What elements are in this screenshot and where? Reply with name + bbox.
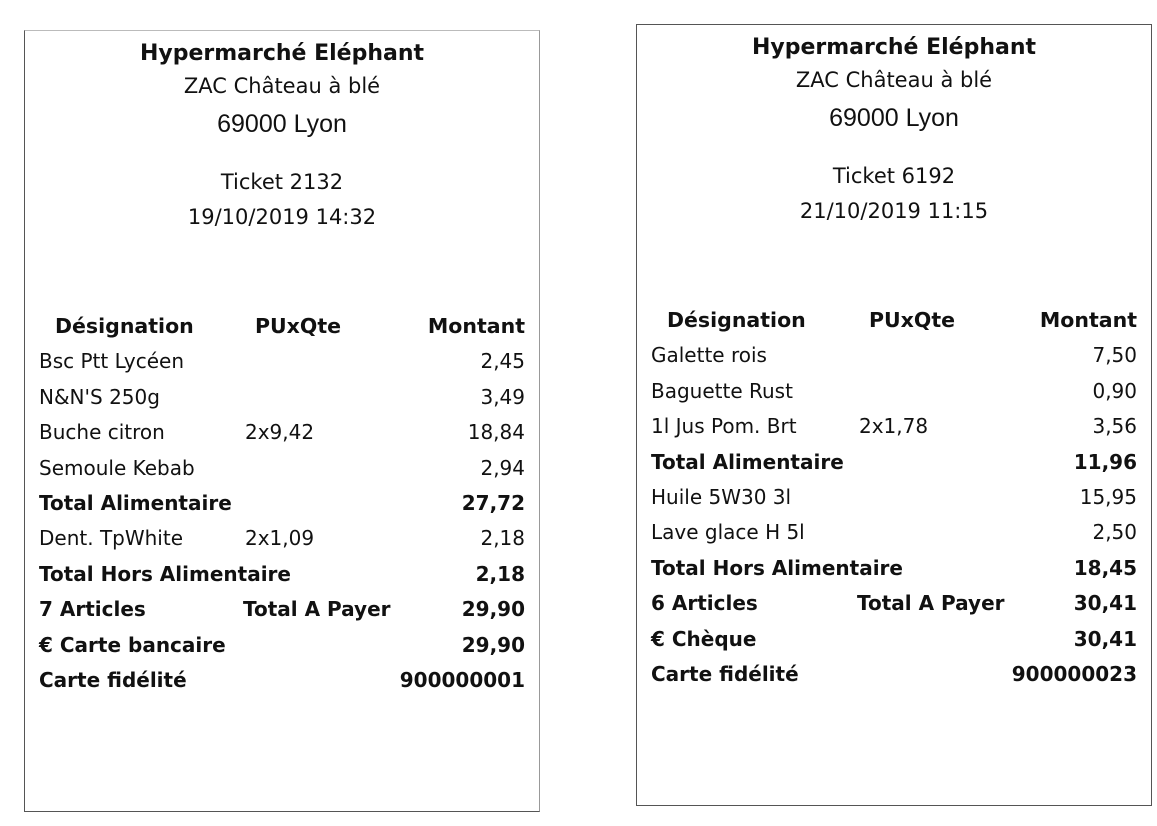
item-designation: Semoule Kebab bbox=[39, 455, 195, 480]
item-unit-qty: Total A Payer bbox=[857, 591, 1005, 616]
line-item-row bbox=[651, 480, 1137, 515]
item-amount: 900000001 bbox=[399, 667, 525, 692]
item-amount: 15,95 bbox=[1079, 484, 1137, 509]
item-amount: 2,45 bbox=[480, 349, 525, 374]
total-row bbox=[39, 592, 525, 627]
receipt-lines bbox=[651, 303, 1137, 692]
item-designation: € Carte bancaire bbox=[39, 632, 226, 657]
line-items bbox=[39, 344, 525, 698]
item-designation: Baguette Rust bbox=[651, 378, 793, 403]
item-designation: Buche citron bbox=[39, 420, 165, 445]
item-amount: 18,45 bbox=[1073, 555, 1137, 580]
item-designation: Lave glace H 5l bbox=[651, 520, 805, 545]
line-item-row bbox=[651, 409, 1137, 444]
item-unit-qty: 2x1,09 bbox=[245, 526, 315, 551]
item-amount: 29,90 bbox=[461, 632, 525, 657]
item-designation: Total Alimentaire bbox=[651, 449, 844, 474]
item-amount: 30,41 bbox=[1073, 626, 1137, 651]
line-item-row bbox=[39, 380, 525, 415]
total-row bbox=[651, 657, 1137, 692]
receipt-lines bbox=[39, 309, 525, 698]
column-montant: Montant bbox=[427, 314, 525, 338]
item-amount: 2,50 bbox=[1092, 520, 1137, 545]
item-designation: Total Alimentaire bbox=[39, 490, 232, 515]
item-amount: 29,90 bbox=[461, 597, 525, 622]
column-designation: Désignation bbox=[667, 308, 806, 332]
item-designation: Total Hors Alimentaire bbox=[651, 555, 903, 580]
item-designation: Huile 5W30 3l bbox=[651, 484, 792, 509]
item-amount: 2,18 bbox=[480, 526, 525, 551]
ticket-number: Ticket 6192 bbox=[832, 164, 956, 188]
item-designation: Galette rois bbox=[651, 343, 767, 368]
store-address: ZAC Château à blé bbox=[795, 68, 993, 92]
item-amount: 18,84 bbox=[467, 420, 525, 445]
column-header-row bbox=[39, 309, 525, 344]
item-designation: 1l Jus Pom. Brt bbox=[651, 414, 797, 439]
item-designation: Carte fidélité bbox=[651, 661, 799, 686]
line-item-row bbox=[39, 521, 525, 556]
total-row bbox=[651, 551, 1137, 586]
line-item-row bbox=[651, 515, 1137, 550]
item-amount: 11,96 bbox=[1073, 449, 1137, 474]
item-unit-qty: 2x1,78 bbox=[859, 414, 929, 439]
store-city: 69000 Lyon bbox=[217, 110, 347, 138]
line-item-row bbox=[39, 344, 525, 379]
item-designation: Total Hors Alimentaire bbox=[39, 561, 291, 586]
item-designation: Dent. TpWhite bbox=[39, 526, 184, 551]
store-name: Hypermarché Eléphant bbox=[751, 35, 1037, 60]
receipt-header bbox=[25, 39, 539, 235]
store-name: Hypermarché Eléphant bbox=[139, 41, 425, 66]
item-amount: 2,94 bbox=[480, 455, 525, 480]
total-row bbox=[39, 663, 525, 698]
receipt-ticket-6192 bbox=[636, 24, 1152, 806]
line-items bbox=[651, 338, 1137, 692]
item-amount: 27,72 bbox=[461, 490, 525, 515]
item-amount: 3,56 bbox=[1092, 414, 1137, 439]
ticket-datetime: 19/10/2019 14:32 bbox=[187, 205, 377, 229]
item-amount: 2,18 bbox=[475, 561, 525, 586]
column-puxqte: PUxQte bbox=[255, 314, 342, 338]
total-row bbox=[651, 445, 1137, 480]
line-item-row bbox=[39, 415, 525, 450]
item-amount: 0,90 bbox=[1092, 378, 1137, 403]
total-row bbox=[651, 622, 1137, 657]
total-row bbox=[651, 586, 1137, 621]
item-designation: Bsc Ptt Lycéen bbox=[39, 349, 185, 374]
line-item-row bbox=[651, 374, 1137, 409]
item-amount: 3,49 bbox=[480, 384, 525, 409]
line-item-row bbox=[651, 338, 1137, 373]
store-city: 69000 Lyon bbox=[829, 104, 959, 132]
total-row bbox=[39, 628, 525, 663]
total-row bbox=[39, 557, 525, 592]
column-puxqte: PUxQte bbox=[869, 308, 956, 332]
item-designation: 6 Articles bbox=[651, 591, 758, 616]
item-amount: 900000023 bbox=[1011, 661, 1137, 686]
ticket-datetime: 21/10/2019 11:15 bbox=[799, 199, 989, 223]
item-unit-qty: Total A Payer bbox=[243, 597, 391, 622]
item-designation: 7 Articles bbox=[39, 597, 146, 622]
item-unit-qty: 2x9,42 bbox=[245, 420, 315, 445]
item-designation: Carte fidélité bbox=[39, 667, 187, 692]
column-montant: Montant bbox=[1039, 308, 1137, 332]
column-header-row bbox=[651, 303, 1137, 338]
item-designation: € Chèque bbox=[651, 626, 757, 651]
receipt-ticket-2132 bbox=[24, 30, 540, 812]
ticket-number: Ticket 2132 bbox=[220, 170, 344, 194]
line-item-row bbox=[39, 451, 525, 486]
store-address: ZAC Château à blé bbox=[183, 74, 381, 98]
item-amount: 7,50 bbox=[1092, 343, 1137, 368]
column-designation: Désignation bbox=[55, 314, 194, 338]
total-row bbox=[39, 486, 525, 521]
receipt-header bbox=[637, 33, 1151, 229]
item-amount: 30,41 bbox=[1073, 591, 1137, 616]
item-designation: N&N'S 250g bbox=[39, 384, 160, 409]
